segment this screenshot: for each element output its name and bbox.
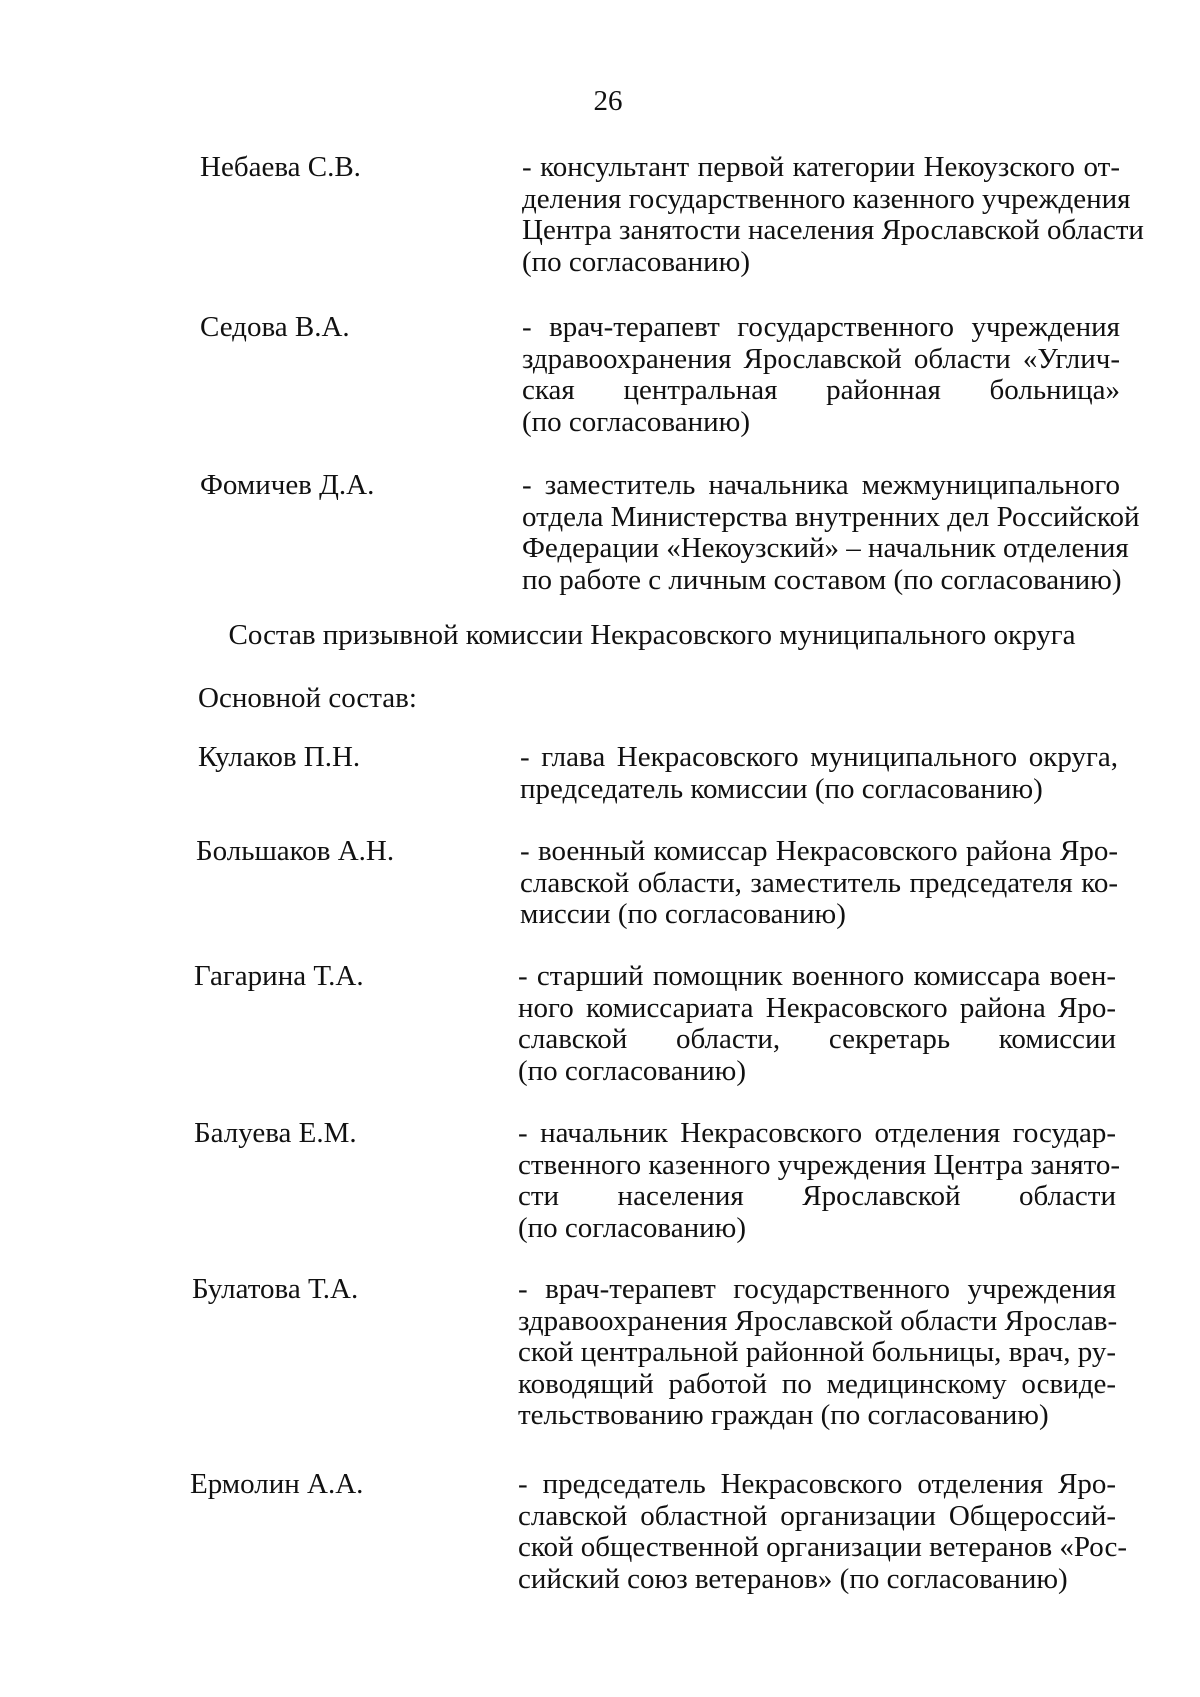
role-line: здравоохранения Ярославской области «Углич-	[522, 342, 1120, 375]
role-line: славской области, секретарь комиссии	[518, 1023, 1116, 1055]
role-line: Центра занятости населения Ярославской области	[522, 214, 1144, 246]
role-line: (по согласованию)	[518, 1211, 746, 1244]
member-name: Ермолин А.А.	[190, 1468, 364, 1500]
role-line: (по согласованию)	[522, 405, 750, 438]
member-name: Гагарина Т.А.	[194, 960, 364, 992]
member-name: Большаков А.Н.	[196, 835, 395, 867]
role-line: - заместитель начальника межмуниципального	[522, 469, 1120, 501]
member-role	[522, 151, 1144, 278]
role-line: - военный комиссар Некрасовского района Яро-	[520, 835, 1118, 867]
role-line: славской областной организации Общероссий-	[518, 1499, 1116, 1532]
role-line: ская центральная районная больница»	[522, 374, 1120, 406]
member-name: Небаева С.В.	[200, 151, 361, 183]
role-line: миссии (по согласованию)	[520, 898, 846, 930]
role-line: председатель комиссии (по согласованию)	[520, 772, 1043, 805]
member-role	[518, 1274, 1116, 1432]
role-line: - глава Некрасовского муниципального округа,	[520, 741, 1118, 773]
role-line: - врач-терапевт государственного учреждения	[522, 311, 1120, 343]
role-line: ственного казенного учреждения Центра занято-	[518, 1148, 1121, 1181]
role-line: - консультант первой категории Некоузского от-	[522, 151, 1120, 183]
member-role	[520, 742, 1118, 805]
role-line: славской области, заместитель председателя ко-	[520, 866, 1118, 899]
role-line: - врач-терапевт государственного учреждения	[518, 1273, 1116, 1305]
role-line: здравоохранения Ярославской области Ярослав-	[518, 1304, 1118, 1337]
role-line: - начальник Некрасовского отделения государ-	[518, 1117, 1116, 1149]
member-name: Булатова Т.А.	[192, 1273, 359, 1305]
subheading: Основной состав:	[198, 682, 417, 714]
member-name: Седова В.А.	[200, 311, 350, 343]
role-line: (по согласованию)	[522, 245, 750, 278]
member-role	[522, 469, 1140, 596]
role-line: ного комиссариата Некрасовского района Яро-	[518, 991, 1116, 1024]
member-role	[518, 1468, 1128, 1595]
member-role	[518, 961, 1116, 1087]
role-line: Федерации «Некоузский» – начальник отделения	[522, 532, 1129, 564]
member-role	[520, 836, 1118, 931]
member-name: Балуева Е.М.	[194, 1117, 357, 1149]
member-name: Фомичев Д.А.	[200, 469, 375, 501]
role-line: - старший помощник военного комиссара воен-	[518, 960, 1116, 992]
role-line: - председатель Некрасовского отделения Яро-	[518, 1468, 1116, 1500]
role-line: ской центральной районной больницы, врач, ру-	[518, 1336, 1116, 1368]
member-role	[522, 312, 1120, 438]
role-line: (по согласованию)	[518, 1054, 746, 1087]
role-line: по работе с личным составом (по согласованию)	[522, 563, 1122, 596]
section-heading: Состав призывной комиссии Некрасовского муниципального округа	[228, 619, 1076, 651]
role-line: тельствованию граждан (по согласованию)	[518, 1399, 1049, 1431]
role-line: сти населения Ярославской области	[518, 1180, 1116, 1212]
member-role	[518, 1117, 1121, 1244]
role-line: деления государственного казенного учреждения	[522, 182, 1131, 215]
member-name: Кулаков П.Н.	[198, 741, 361, 773]
role-line: ководящий работой по медицинскому освиде-	[518, 1367, 1116, 1400]
role-line: отдела Министерства внутренних дел Российской	[522, 500, 1140, 533]
page-number: 26	[593, 85, 623, 117]
role-line: ской общественной организации ветеранов «Рос-	[518, 1531, 1128, 1563]
role-line: сийский союз ветеранов» (по согласованию)	[518, 1562, 1068, 1595]
